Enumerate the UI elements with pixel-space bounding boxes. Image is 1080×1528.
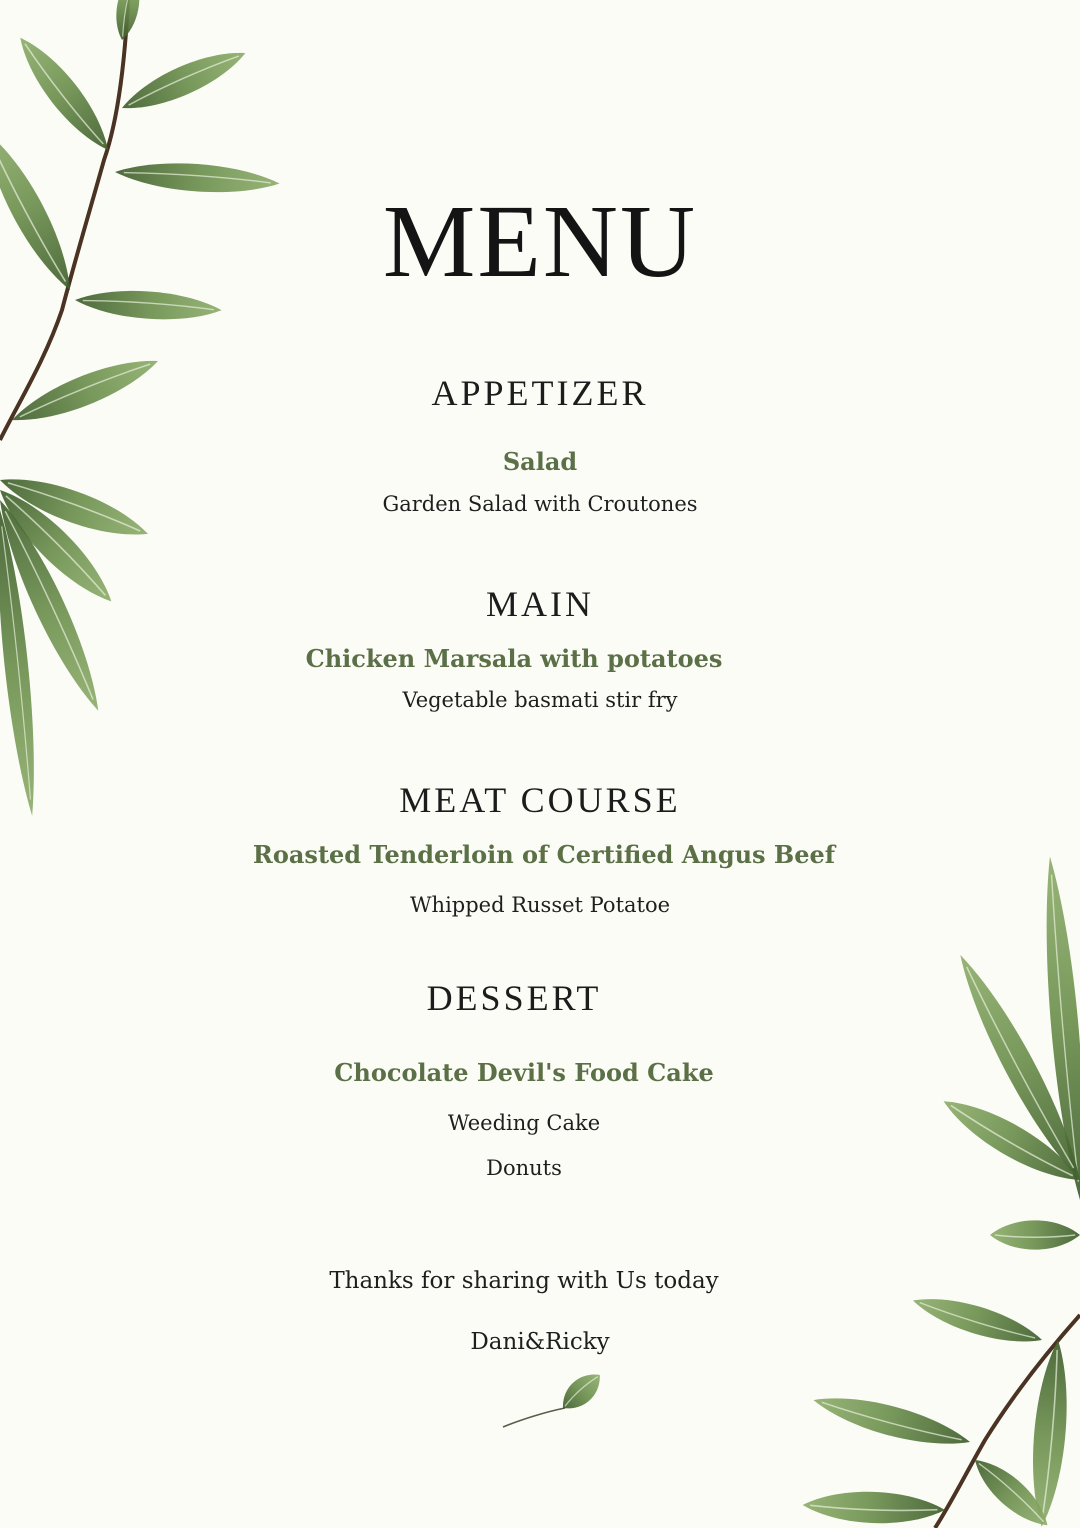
dish-title-meat-course: Roasted Tenderloin of Certified Angus Beef	[252, 840, 836, 869]
dessert-item: Donuts	[486, 1156, 562, 1180]
closing-thanks: Thanks for sharing with Us today	[329, 1268, 719, 1294]
bottom-right-leaf-branch-icon	[802, 855, 1080, 1528]
couple-signature: Dani&Ricky	[470, 1329, 610, 1355]
dish-description-meat-course: Whipped Russet Potatoe	[409, 893, 671, 917]
dish-title-appetizer: Salad	[502, 447, 578, 476]
section-heading-dessert: DESSERT	[426, 978, 602, 1018]
section-heading-appetizer: APPETIZER	[431, 373, 649, 413]
section-heading-main: MAIN	[486, 584, 594, 624]
dish-description-main: Vegetable basmati stir fry	[402, 688, 678, 712]
left-frond-cluster-icon	[0, 465, 153, 817]
dish-title-dessert: Chocolate Devil's Food Cake	[334, 1058, 714, 1087]
menu-title: MENU	[382, 184, 698, 299]
dish-title-main: Chicken Marsala with potatoes	[305, 644, 723, 673]
small-leaf-sprig-icon	[503, 1366, 608, 1427]
dessert-item: Weeding Cake	[447, 1111, 601, 1135]
section-heading-meat-course: MEAT COURSE	[399, 780, 681, 820]
dish-description-appetizer: Garden Salad with Croutones	[382, 492, 698, 516]
